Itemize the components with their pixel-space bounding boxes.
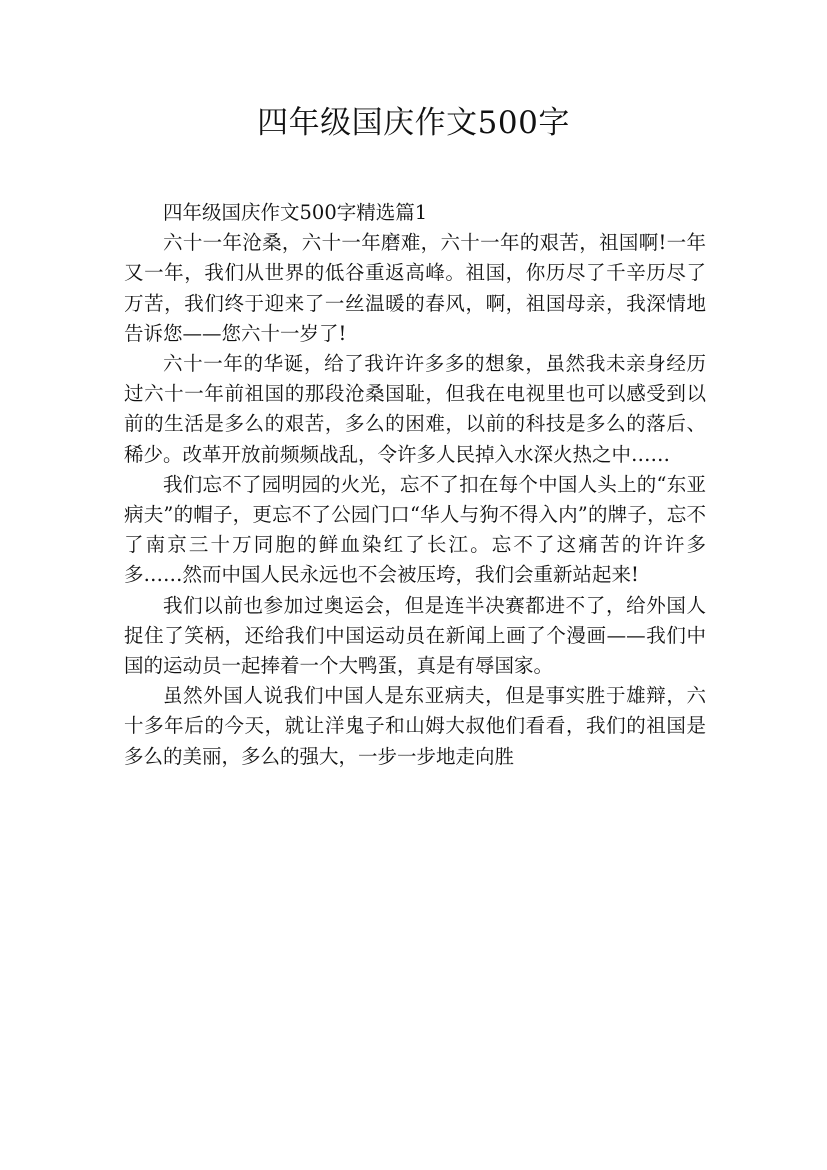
paragraph-4: 我们以前也参加过奥运会，但是连半决赛都进不了，给外国人捉住了笑柄，还给我们中国运动员在新闻上画了个漫画——我们中国的运动员一起捧着一个大鸭蛋，真是有辱国家。 [124, 593, 706, 678]
paragraph-1: 六十一年沧桑，六十一年磨难，六十一年的艰苦，祖国啊!一年又一年，我们从世界的低谷重返高峰。祖国，你历尽了千辛历尽了万苦，我们终于迎来了一丝温暖的春风，啊，祖国母亲，我深情地告诉您——您六十一岁了! [124, 231, 706, 345]
document-title: 四年级国庆作文500字 [257, 105, 570, 141]
document-body [124, 198, 706, 772]
paragraph-2: 六十一年的华诞，给了我许许多多的想象，虽然我未亲身经历过六十一年前祖国的那段沧桑国耻，但我在电视里也可以感受到以前的生活是多么的艰苦，多么的困难，以前的科技是多么的落后、稀少。改革开放前频频战乱，令许多人民掉入水深火热之中…… [124, 352, 706, 466]
paragraph-5: 虽然外国人说我们中国人是东亚病夫，但是事实胜于雄辩，六十多年后的今天，就让洋鬼子和山姆大叔他们看看，我们的祖国是多么的美丽，多么的强大，一步一步地走向胜 [124, 684, 706, 768]
section-heading: 四年级国庆作文500字精选篇1 [163, 201, 428, 224]
paragraph-3: 我们忘不了园明园的火光，忘不了扣在每个中国人头上的“东亚病夫”的帽子，更忘不了公园门口“华人与狗不得入内”的牌子，忘不了南京三十万同胞的鲜血染红了长江。忘不了这痛苦的许许多多……然而中国人民永远也不会被压垮，我们会重新站起来! [124, 472, 706, 587]
